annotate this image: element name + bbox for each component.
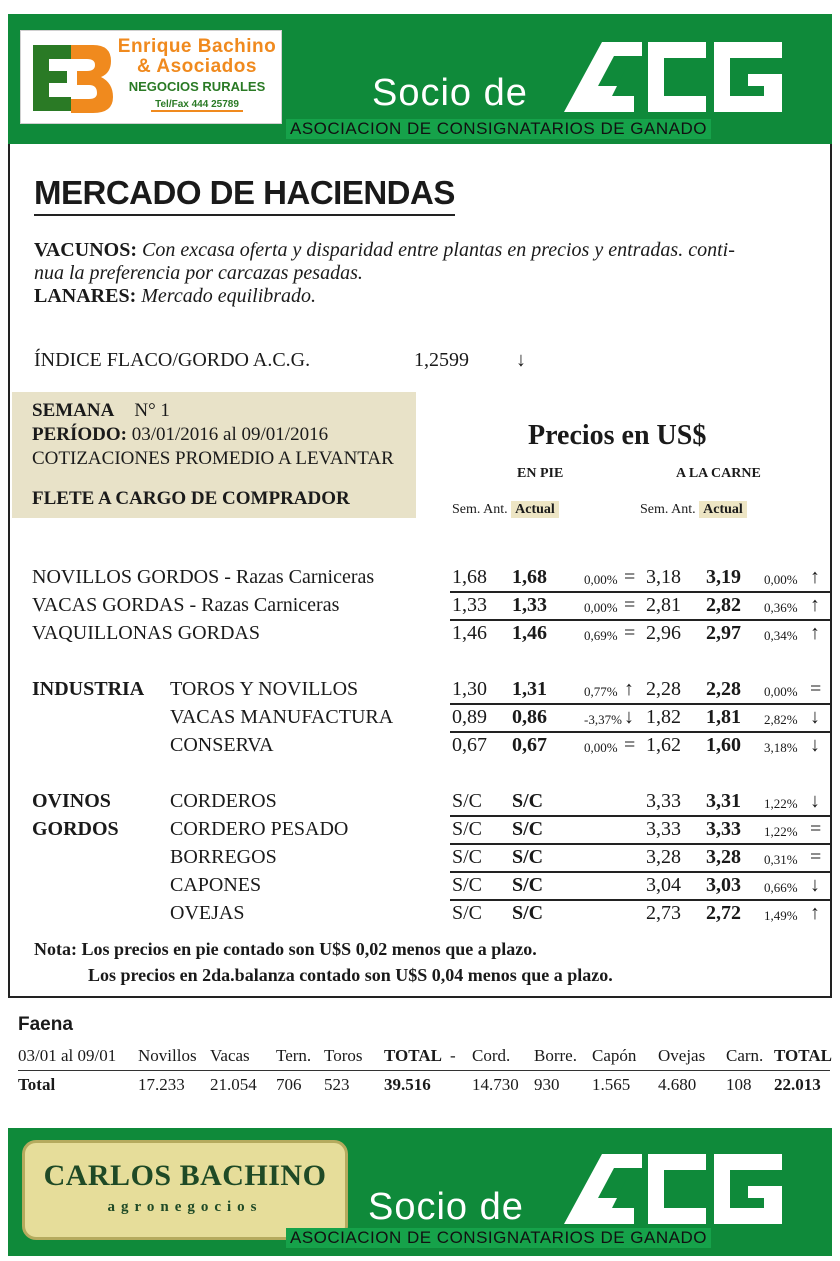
name-cell: VACAS MANUFACTURA [170,706,394,728]
index-label: ÍNDICE FLACO/GORDO A.C.G. [34,349,311,371]
pie-tr-cell: = [624,566,636,588]
car-ant-cell: 2,28 [646,678,681,700]
pie-act-cell: S/C [512,902,544,924]
pie-ant-cell: S/C [452,846,483,868]
group-cell: GORDOS [32,818,119,840]
semana-label: SEMANA [32,400,115,421]
lanares-text: Mercado equilibrado. [141,285,317,307]
car-act-cell: 3,33 [706,818,741,840]
car-pct-cell: 0,00% [764,684,798,699]
faena-title: Faena [18,1014,73,1035]
table-row [10,594,834,622]
car-pct-cell: 0,00% [764,572,798,587]
market-summary [34,239,814,308]
car-tr-cell: ↑ [810,594,820,616]
row-underline [450,899,830,901]
footer-socio-label: Socio de [368,1186,524,1228]
footer-acg-logo-icon [564,1152,786,1228]
car-tr-cell: = [810,846,822,868]
faena-headers-cell: Toros [324,1046,363,1065]
table-row [10,846,834,874]
faena-headers-cell: Novillos [138,1046,197,1065]
faena-headers-cell: TOTAL [774,1046,832,1065]
footer-banner [8,1128,832,1256]
acg-letters: ACG [564,40,567,41]
pie-ant-cell: S/C [452,874,483,896]
car-act-cell: 3,31 [706,790,741,812]
pie-act-cell: S/C [512,790,544,812]
car-pct-cell: 2,82% [764,712,798,727]
car-pct-cell: 1,49% [764,908,798,923]
name-cell: TOROS Y NOVILLOS [170,678,359,700]
sem-ant-header-carne: Sem. Ant. [640,502,696,517]
car-ant-cell: 3,18 [646,566,681,588]
table-row [10,622,834,650]
car-tr-cell: ↑ [810,622,820,644]
name-cell: OVEJAS [170,902,245,924]
nota-line-2: Los precios en 2da.balanza contado son U$S 0,04 menos que a plazo. [88,965,613,985]
pie-ant-cell: S/C [452,902,483,924]
car-tr-cell: ↓ [810,790,820,812]
faena-totals-cell: 14.730 [472,1075,519,1094]
car-pct-cell: 1,22% [764,796,798,811]
row-underline [450,591,830,593]
logo-business: NEGOCIOS RURALES [128,79,266,94]
car-act-cell: 3,03 [706,874,741,896]
car-pct-cell: 3,18% [764,740,798,755]
pie-ant-cell: 0,89 [452,706,487,728]
pie-ant-cell: 1,68 [452,566,487,588]
table-row [10,678,834,706]
pie-act-cell: 0,67 [512,734,547,756]
car-tr-cell: ↓ [810,874,820,896]
faena-headers-cell: Carn. [726,1046,764,1065]
car-ant-cell: 1,62 [646,734,681,756]
pie-tr-cell: = [624,594,636,616]
pie-pct-cell: 0,69% [584,628,618,643]
socio-label: Socio de [372,72,528,114]
flete-label: FLETE A CARGO DE COMPRADOR [32,488,350,509]
name-cell: CORDEROS [170,790,277,812]
vacunos-text-2: nua la preferencia por carcazas pesadas. [34,262,363,284]
name-cell: BORREGOS [170,846,277,868]
association-name: ASOCIACION DE CONSIGNATARIOS DE GANADO [286,119,711,139]
car-act-cell: 2,82 [706,594,741,616]
a-la-carne-header: A LA CARNE [676,466,761,481]
pie-pct-cell: 0,00% [584,572,618,587]
sem-ant-header: Sem. Ant. [452,502,508,517]
vacunos-text: Con excasa oferta y disparidad entre plantas en precios y entradas. conti- [141,239,735,261]
car-act-cell: 1,81 [706,706,741,728]
pie-act-cell: 1,68 [512,566,547,588]
pie-ant-cell: S/C [452,818,483,840]
pie-tr-cell: ↑ [624,678,634,700]
name-cell: VAQUILLONAS GORDAS [32,622,260,644]
car-tr-cell: ↑ [810,566,820,588]
periodo-value: 03/01/2016 al 09/01/2016 [131,424,329,445]
semana-value: N° 1 [134,400,170,421]
market-report [8,144,832,998]
row-underline [450,619,830,621]
group-cell: INDUSTRIA [32,678,145,700]
pie-tr-cell: = [624,734,636,756]
car-act-cell: 1,60 [706,734,741,756]
acg-logo-icon [564,40,786,116]
table-row [10,706,834,734]
table-row [10,790,834,818]
cotizaciones-label: COTIZACIONES PROMEDIO A LEVANTAR [32,448,394,469]
pie-ant-cell: 1,46 [452,622,487,644]
pie-pct-cell: 0,00% [584,600,618,615]
prices-title: Precios en US$ [528,420,707,451]
row-underline [450,703,830,705]
pie-ant-cell: S/C [452,790,483,812]
car-tr-cell: = [810,678,822,700]
actual-header: Actual [511,501,559,518]
footer-acg-letters: ACG [564,1152,567,1153]
eb-logo-text [113,37,281,112]
faena-headers-cell: Tern. [276,1046,312,1065]
car-act-cell: 3,19 [706,566,741,588]
pie-act-cell: 1,46 [512,622,547,644]
pie-ant-cell: 0,67 [452,734,487,756]
name-cell: CORDERO PESADO [170,818,349,840]
faena-headers-cell: Borre. [534,1046,577,1065]
car-tr-cell: = [810,818,822,840]
index-value: 1,2599 [414,349,469,371]
car-act-cell: 2,97 [706,622,741,644]
car-tr-cell: ↓ [810,734,820,756]
car-tr-cell: ↓ [810,706,820,728]
carlos-bachino-logo [22,1140,348,1240]
faena-totals-cell: 4.680 [658,1075,697,1094]
car-act-cell: 3,28 [706,846,741,868]
name-cell: CAPONES [170,874,262,896]
car-pct-cell: 0,36% [764,600,798,615]
logo-phone: Tel/Fax 444 25789 [151,99,243,112]
name-cell: VACAS GORDAS - Razas Carniceras [32,594,340,616]
pie-act-cell: S/C [512,846,544,868]
faena-totals-cell: 21.054 [210,1075,257,1094]
faena-headers-cell: - [450,1046,456,1065]
periodo-label: PERÍODO: [32,424,127,445]
nota-line-1: Nota: Los precios en pie contado son U$S 0,02 menos que a plazo. [34,939,537,959]
faena-totals-cell: 930 [534,1075,560,1094]
car-ant-cell: 1,82 [646,706,681,728]
car-tr-cell: ↑ [810,902,820,924]
car-ant-cell: 2,73 [646,902,681,924]
car-act-cell: 2,72 [706,902,741,924]
name-cell: CONSERVA [170,734,274,756]
enrique-bachino-logo [20,30,282,124]
vacunos-label: VACUNOS: [34,239,137,261]
row-underline [450,871,830,873]
car-pct-cell: 1,22% [764,824,798,839]
name-cell: NOVILLOS GORDOS - Razas Carniceras [32,566,375,588]
sponsor-name: CARLOS BACHINO [43,1159,327,1192]
car-ant-cell: 2,96 [646,622,681,644]
table-row [10,818,834,846]
pie-act-cell: 1,33 [512,594,547,616]
car-pct-cell: 0,31% [764,852,798,867]
actual-header-carne: Actual [699,501,747,518]
pie-ant-cell: 1,30 [452,678,487,700]
table-row [10,902,834,930]
eb-logo-icon [27,39,115,117]
faena-headers-cell: TOTAL [384,1046,442,1065]
car-ant-cell: 3,04 [646,874,681,896]
page-title: MERCADO DE HACIENDAS [34,174,455,216]
pie-act-cell: S/C [512,818,544,840]
pie-pct-cell: -3,37% [584,712,622,727]
faena-totals-cell: 523 [324,1075,350,1094]
table-row [10,874,834,902]
pie-pct-cell: 0,00% [584,740,618,755]
pie-ant-cell: 1,33 [452,594,487,616]
faena-totals-cell: Total [18,1075,56,1094]
logo-name-line2: & Asociados [137,56,257,77]
pie-act-cell: 0,86 [512,706,547,728]
car-act-cell: 2,28 [706,678,741,700]
pie-tr-cell: ↓ [624,706,634,728]
group-cell: OVINOS [32,790,111,812]
en-pie-header: EN PIE [517,466,564,481]
table-row [10,734,834,762]
semana-box [12,392,416,518]
row-underline [450,843,830,845]
faena-totals-cell: 108 [726,1075,752,1094]
footer-association-name: ASOCIACION DE CONSIGNATARIOS DE GANADO [286,1228,711,1248]
faena-totals-cell: 706 [276,1075,302,1094]
faena-headers-cell: 03/01 al 09/01 [18,1046,117,1065]
faena-totals-cell: 17.233 [138,1075,185,1094]
faena-totals-cell: 1.565 [592,1075,631,1094]
faena-headers-cell: Cord. [472,1046,511,1065]
pie-tr-cell: = [624,622,636,644]
pie-act-cell: 1,31 [512,678,547,700]
pie-act-cell: S/C [512,874,544,896]
faena-totals-cell: 22.013 [774,1075,821,1094]
table-row [10,566,834,594]
car-ant-cell: 2,81 [646,594,681,616]
car-ant-cell: 3,28 [646,846,681,868]
sponsor-sub: agronegocios [107,1199,263,1215]
index-trend-icon: ↓ [516,349,526,371]
car-pct-cell: 0,66% [764,880,798,895]
car-ant-cell: 3,33 [646,790,681,812]
pie-pct-cell: 0,77% [584,684,618,699]
faena-totals-cell: 39.516 [384,1075,431,1094]
row-underline [450,815,830,817]
faena-headers-cell: Vacas [210,1046,250,1065]
faena-headers-cell: Ovejas [658,1046,706,1065]
lanares-label: LANARES: [34,285,137,307]
row-underline [450,731,830,733]
car-ant-cell: 3,33 [646,818,681,840]
car-pct-cell: 0,34% [764,628,798,643]
logo-name-line1: Enrique Bachino [117,36,277,57]
header-banner [8,14,832,144]
faena-headers-cell: Capón [592,1046,637,1065]
